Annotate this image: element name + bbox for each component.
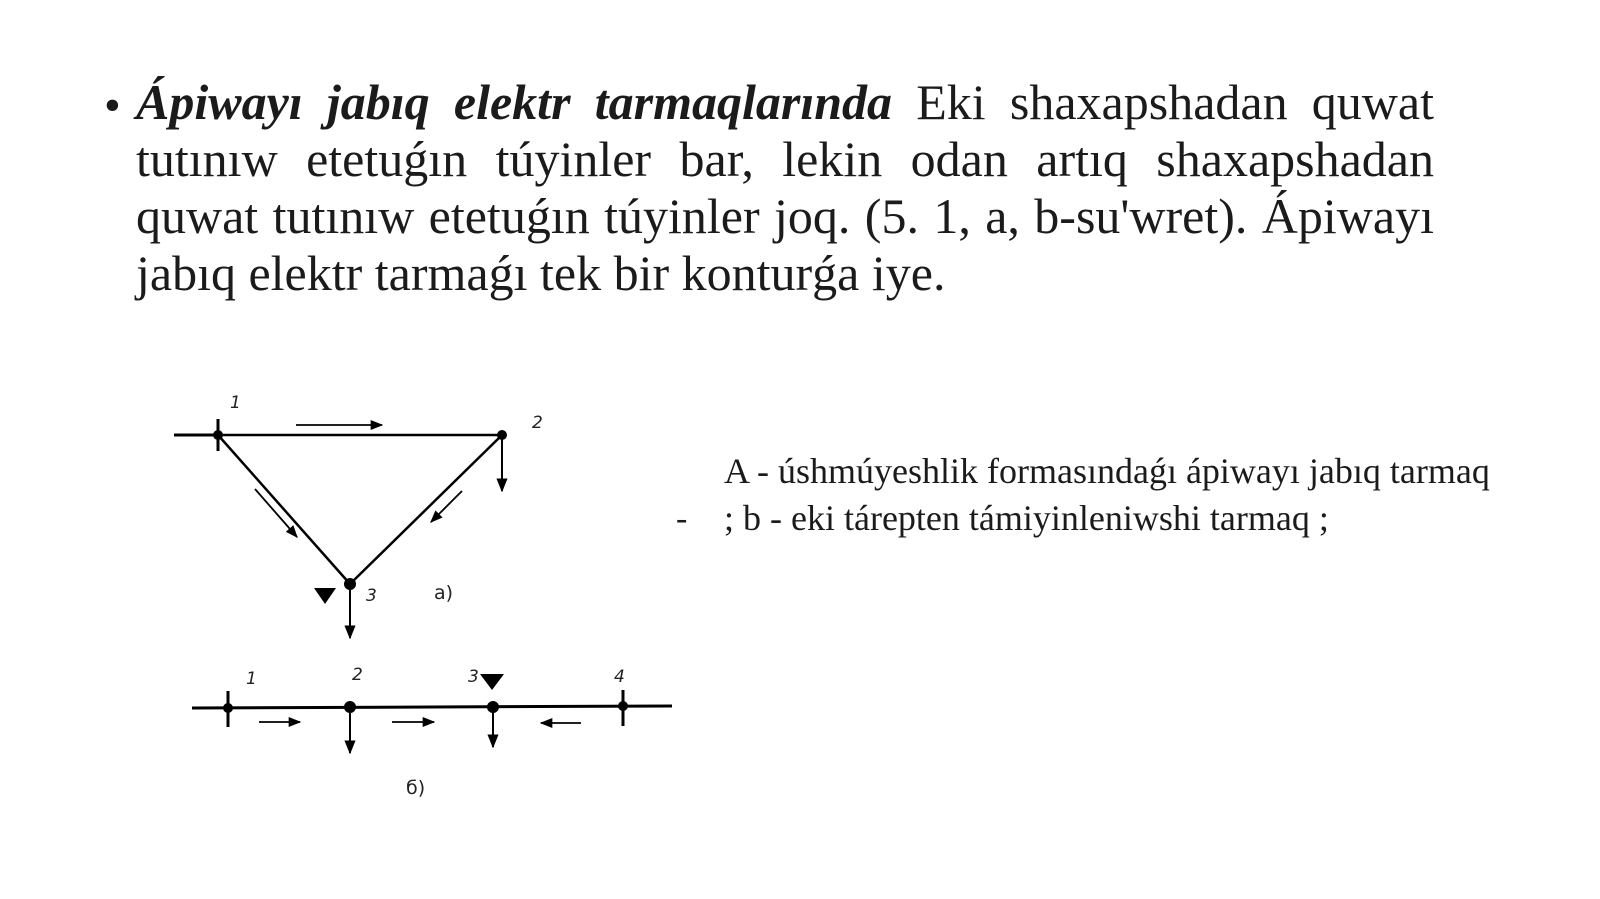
label-node-3: 3 [366, 586, 377, 606]
source-triangle-3 [314, 588, 336, 604]
diagram-a [174, 393, 543, 638]
caption-a: a) [434, 582, 454, 604]
caption-dash: - [676, 500, 688, 537]
flow-arrow-2-3 [431, 491, 462, 522]
figure-caption [676, 448, 1506, 542]
label-node-b2: 2 [352, 665, 363, 685]
network-diagram [160, 385, 700, 815]
node-b4-dot [618, 701, 628, 711]
bullet-text [136, 74, 1434, 302]
label-node-2: 2 [532, 413, 543, 433]
main-line-b [192, 706, 672, 708]
label-node-1: 1 [230, 393, 241, 413]
line-2-3 [350, 435, 502, 584]
label-node-b3: 3 [468, 667, 479, 687]
bullet-marker: • [104, 79, 121, 132]
label-node-b4: 4 [614, 667, 625, 687]
bullet-paragraph [104, 74, 1434, 302]
bullet-lead-bold: Ápiwayı jabıq elektr tarmaqlarında [136, 74, 893, 130]
bullet-body: Eki shaxapshadan quwat tutınıw etetuǵın túyinler bar, lekin odan artıq shaxapshadan quwat tutınıw etetuǵın túyinler joq. (5. 1, a, b-su'wret). Ápiwayı jabıq elektr tarmaǵı tek bir konturǵa iye. [136, 74, 1434, 301]
source-triangle-b3 [480, 674, 504, 690]
label-node-b1: 1 [246, 669, 257, 689]
network-figure [160, 385, 700, 815]
diagram-b [192, 665, 672, 799]
line-1-3 [218, 435, 350, 584]
node-1-dot [213, 430, 223, 440]
caption-b: б) [406, 777, 426, 799]
flow-arrow-1-3 [255, 489, 297, 537]
caption-text: A - úshmúyeshlik formasındaǵı ápiwayı jabıq tarmaq ; b - eki tárepten támiyinleniwshi tarmaq ; [724, 451, 1490, 538]
node-b1-dot [223, 703, 233, 713]
